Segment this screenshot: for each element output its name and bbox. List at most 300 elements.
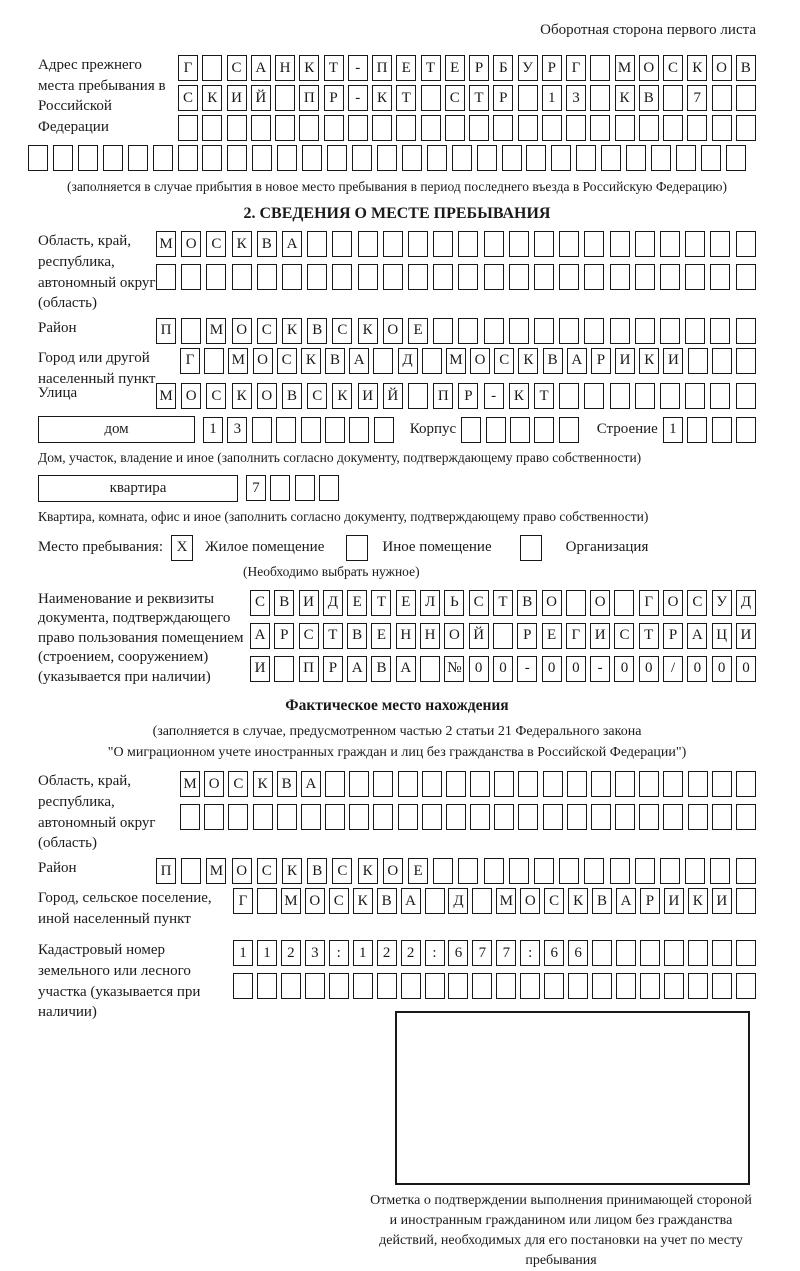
char-cell[interactable] <box>233 973 253 999</box>
char-cell[interactable]: К <box>282 318 302 344</box>
char-cell[interactable]: И <box>250 656 270 682</box>
char-cell[interactable] <box>591 804 611 830</box>
char-cell[interactable] <box>736 348 756 374</box>
char-cell[interactable]: М <box>496 888 516 914</box>
char-cell[interactable] <box>383 264 403 290</box>
char-cell[interactable] <box>373 771 393 797</box>
char-cell[interactable] <box>534 318 554 344</box>
char-cell[interactable]: Г <box>233 888 253 914</box>
char-cell[interactable] <box>610 264 630 290</box>
char-cell[interactable]: С <box>206 231 226 257</box>
char-cell[interactable] <box>639 771 659 797</box>
char-cell[interactable]: 1 <box>233 940 253 966</box>
char-cell[interactable]: 1 <box>542 85 562 111</box>
char-cell[interactable]: В <box>592 888 612 914</box>
char-cell[interactable] <box>566 115 586 141</box>
char-cell[interactable] <box>542 115 562 141</box>
char-cell[interactable]: 0 <box>712 656 732 682</box>
char-cell[interactable] <box>685 858 705 884</box>
char-cell[interactable]: Т <box>639 623 659 649</box>
char-cell[interactable] <box>639 115 659 141</box>
char-cell[interactable] <box>452 145 472 171</box>
char-cell[interactable] <box>502 145 522 171</box>
char-cell[interactable] <box>518 771 538 797</box>
char-cell[interactable]: И <box>590 623 610 649</box>
char-cell[interactable] <box>202 145 222 171</box>
char-cell[interactable]: О <box>257 383 277 409</box>
char-cell[interactable]: Т <box>323 623 343 649</box>
char-cell[interactable]: Е <box>408 318 428 344</box>
char-cell[interactable] <box>685 318 705 344</box>
char-cell[interactable]: В <box>282 383 302 409</box>
char-cell[interactable]: Е <box>371 623 391 649</box>
char-cell[interactable] <box>358 231 378 257</box>
char-cell[interactable]: Е <box>542 623 562 649</box>
char-cell[interactable] <box>736 858 756 884</box>
char-cell[interactable]: И <box>227 85 247 111</box>
char-cell[interactable] <box>349 417 369 443</box>
char-cell[interactable] <box>327 145 347 171</box>
char-cell[interactable] <box>470 804 490 830</box>
char-cell[interactable]: Е <box>408 858 428 884</box>
char-cell[interactable] <box>332 231 352 257</box>
char-cell[interactable]: К <box>202 85 222 111</box>
char-cell[interactable]: В <box>325 348 345 374</box>
char-cell[interactable] <box>534 417 554 443</box>
char-cell[interactable]: В <box>543 348 563 374</box>
char-cell[interactable] <box>206 264 226 290</box>
char-cell[interactable] <box>534 264 554 290</box>
char-cell[interactable] <box>458 858 478 884</box>
char-cell[interactable]: Ь <box>444 590 464 616</box>
char-cell[interactable] <box>398 804 418 830</box>
char-cell[interactable]: - <box>348 85 368 111</box>
char-cell[interactable] <box>584 231 604 257</box>
char-cell[interactable]: П <box>299 656 319 682</box>
char-cell[interactable] <box>28 145 48 171</box>
char-cell[interactable] <box>584 858 604 884</box>
char-cell[interactable] <box>660 383 680 409</box>
char-cell[interactable] <box>484 858 504 884</box>
char-cell[interactable] <box>736 417 756 443</box>
char-cell[interactable] <box>494 771 514 797</box>
char-cell[interactable]: К <box>568 888 588 914</box>
char-cell[interactable]: Т <box>534 383 554 409</box>
char-cell[interactable]: С <box>250 590 270 616</box>
char-cell[interactable] <box>510 417 530 443</box>
char-cell[interactable]: Т <box>396 85 416 111</box>
char-cell[interactable]: Н <box>396 623 416 649</box>
char-cell[interactable] <box>601 145 621 171</box>
char-cell[interactable] <box>458 318 478 344</box>
char-cell[interactable] <box>710 383 730 409</box>
char-cell[interactable] <box>270 475 290 501</box>
char-cell[interactable] <box>282 264 302 290</box>
char-cell[interactable] <box>301 804 321 830</box>
char-cell[interactable]: П <box>156 858 176 884</box>
char-cell[interactable] <box>701 145 721 171</box>
char-cell[interactable] <box>688 973 708 999</box>
char-cell[interactable] <box>614 590 634 616</box>
char-cell[interactable]: 7 <box>472 940 492 966</box>
char-cell[interactable] <box>660 264 680 290</box>
char-cell[interactable]: А <box>396 656 416 682</box>
char-cell[interactable]: Д <box>398 348 418 374</box>
char-cell[interactable] <box>509 858 529 884</box>
char-cell[interactable]: К <box>253 771 273 797</box>
char-cell[interactable]: Ц <box>712 623 732 649</box>
char-cell[interactable]: Н <box>275 55 295 81</box>
char-cell[interactable] <box>425 973 445 999</box>
char-cell[interactable] <box>590 115 610 141</box>
char-cell[interactable]: М <box>180 771 200 797</box>
char-cell[interactable] <box>202 115 222 141</box>
char-cell[interactable]: Р <box>663 623 683 649</box>
char-cell[interactable]: О <box>305 888 325 914</box>
char-cell[interactable] <box>257 973 277 999</box>
char-cell[interactable] <box>685 231 705 257</box>
char-cell[interactable] <box>520 973 540 999</box>
char-cell[interactable] <box>635 231 655 257</box>
char-cell[interactable]: С <box>663 55 683 81</box>
char-cell[interactable]: К <box>358 858 378 884</box>
char-cell[interactable]: О <box>181 383 201 409</box>
char-cell[interactable]: - <box>348 55 368 81</box>
char-cell[interactable] <box>615 115 635 141</box>
char-cell[interactable] <box>204 348 224 374</box>
char-cell[interactable]: К <box>639 348 659 374</box>
char-cell[interactable] <box>275 115 295 141</box>
char-cell[interactable]: М <box>281 888 301 914</box>
char-cell[interactable] <box>204 804 224 830</box>
char-cell[interactable] <box>408 383 428 409</box>
char-cell[interactable]: К <box>688 888 708 914</box>
char-cell[interactable] <box>53 145 73 171</box>
char-cell[interactable] <box>626 145 646 171</box>
char-cell[interactable]: П <box>299 85 319 111</box>
char-cell[interactable] <box>446 771 466 797</box>
char-cell[interactable]: Р <box>324 85 344 111</box>
char-cell[interactable] <box>353 973 373 999</box>
char-cell[interactable] <box>153 145 173 171</box>
char-cell[interactable]: О <box>181 231 201 257</box>
stay-checkbox-org[interactable] <box>520 535 542 561</box>
char-cell[interactable]: К <box>518 348 538 374</box>
char-cell[interactable] <box>332 264 352 290</box>
char-cell[interactable]: А <box>301 771 321 797</box>
char-cell[interactable]: К <box>353 888 373 914</box>
char-cell[interactable]: С <box>544 888 564 914</box>
char-cell[interactable]: - <box>590 656 610 682</box>
char-cell[interactable]: О <box>253 348 273 374</box>
char-cell[interactable] <box>559 383 579 409</box>
char-cell[interactable]: С <box>277 348 297 374</box>
char-cell[interactable]: А <box>282 231 302 257</box>
char-cell[interactable]: 0 <box>493 656 513 682</box>
char-cell[interactable] <box>736 318 756 344</box>
char-cell[interactable]: Т <box>421 55 441 81</box>
char-cell[interactable] <box>712 940 732 966</box>
char-cell[interactable] <box>736 973 756 999</box>
char-cell[interactable]: С <box>614 623 634 649</box>
char-cell[interactable]: И <box>299 590 319 616</box>
char-cell[interactable]: И <box>712 888 732 914</box>
char-cell[interactable] <box>610 858 630 884</box>
char-cell[interactable] <box>584 264 604 290</box>
char-cell[interactable] <box>566 590 586 616</box>
char-cell[interactable]: О <box>444 623 464 649</box>
char-cell[interactable] <box>307 231 327 257</box>
char-cell[interactable] <box>543 804 563 830</box>
char-cell[interactable]: 6 <box>544 940 564 966</box>
char-cell[interactable] <box>276 417 296 443</box>
char-cell[interactable]: Г <box>178 55 198 81</box>
char-cell[interactable] <box>458 264 478 290</box>
char-cell[interactable] <box>469 115 489 141</box>
char-cell[interactable]: 6 <box>568 940 588 966</box>
char-cell[interactable] <box>277 145 297 171</box>
char-cell[interactable] <box>470 771 490 797</box>
char-cell[interactable]: И <box>358 383 378 409</box>
char-cell[interactable] <box>348 115 368 141</box>
char-cell[interactable]: С <box>227 55 247 81</box>
char-cell[interactable] <box>551 145 571 171</box>
char-cell[interactable]: Д <box>323 590 343 616</box>
char-cell[interactable] <box>664 940 684 966</box>
char-cell[interactable] <box>277 804 297 830</box>
char-cell[interactable] <box>688 771 708 797</box>
char-cell[interactable]: М <box>156 231 176 257</box>
char-cell[interactable] <box>433 318 453 344</box>
char-cell[interactable] <box>325 417 345 443</box>
char-cell[interactable] <box>180 804 200 830</box>
char-cell[interactable] <box>408 231 428 257</box>
char-cell[interactable]: О <box>520 888 540 914</box>
char-cell[interactable]: О <box>663 590 683 616</box>
char-cell[interactable] <box>559 231 579 257</box>
char-cell[interactable]: П <box>433 383 453 409</box>
char-cell[interactable] <box>358 264 378 290</box>
char-cell[interactable] <box>736 804 756 830</box>
char-cell[interactable]: И <box>615 348 635 374</box>
char-cell[interactable] <box>493 115 513 141</box>
char-cell[interactable] <box>458 231 478 257</box>
char-cell[interactable]: О <box>712 55 732 81</box>
char-cell[interactable] <box>664 973 684 999</box>
char-cell[interactable]: Й <box>383 383 403 409</box>
char-cell[interactable] <box>712 804 732 830</box>
char-cell[interactable] <box>433 264 453 290</box>
char-cell[interactable]: Р <box>591 348 611 374</box>
char-cell[interactable]: Г <box>566 55 586 81</box>
char-cell[interactable]: Б <box>493 55 513 81</box>
char-cell[interactable] <box>274 656 294 682</box>
char-cell[interactable] <box>663 804 683 830</box>
char-cell[interactable] <box>567 771 587 797</box>
char-cell[interactable] <box>494 804 514 830</box>
char-cell[interactable]: О <box>639 55 659 81</box>
char-cell[interactable]: Р <box>517 623 537 649</box>
char-cell[interactable]: С <box>469 590 489 616</box>
char-cell[interactable]: В <box>736 55 756 81</box>
char-cell[interactable] <box>227 145 247 171</box>
char-cell[interactable] <box>736 383 756 409</box>
char-cell[interactable] <box>228 804 248 830</box>
char-cell[interactable] <box>496 973 516 999</box>
char-cell[interactable] <box>305 973 325 999</box>
char-cell[interactable]: О <box>470 348 490 374</box>
char-cell[interactable] <box>349 804 369 830</box>
char-cell[interactable] <box>685 264 705 290</box>
char-cell[interactable]: 3 <box>305 940 325 966</box>
char-cell[interactable]: С <box>332 318 352 344</box>
char-cell[interactable] <box>374 417 394 443</box>
char-cell[interactable]: : <box>520 940 540 966</box>
char-cell[interactable]: С <box>445 85 465 111</box>
char-cell[interactable]: В <box>257 231 277 257</box>
char-cell[interactable] <box>712 417 732 443</box>
char-cell[interactable] <box>736 115 756 141</box>
char-cell[interactable]: К <box>232 383 252 409</box>
char-cell[interactable] <box>181 858 201 884</box>
char-cell[interactable] <box>461 417 481 443</box>
char-cell[interactable] <box>373 348 393 374</box>
char-cell[interactable]: И <box>664 888 684 914</box>
char-cell[interactable]: М <box>446 348 466 374</box>
char-cell[interactable]: 0 <box>687 656 707 682</box>
char-cell[interactable] <box>257 888 277 914</box>
char-cell[interactable]: П <box>156 318 176 344</box>
char-cell[interactable] <box>448 973 468 999</box>
char-cell[interactable]: - <box>517 656 537 682</box>
char-cell[interactable]: Й <box>469 623 489 649</box>
char-cell[interactable]: У <box>712 590 732 616</box>
char-cell[interactable] <box>402 145 422 171</box>
char-cell[interactable]: Й <box>251 85 271 111</box>
char-cell[interactable] <box>484 318 504 344</box>
char-cell[interactable] <box>422 771 442 797</box>
char-cell[interactable] <box>710 318 730 344</box>
char-cell[interactable]: В <box>377 888 397 914</box>
char-cell[interactable]: А <box>251 55 271 81</box>
char-cell[interactable] <box>526 145 546 171</box>
char-cell[interactable] <box>396 115 416 141</box>
char-cell[interactable] <box>251 115 271 141</box>
char-cell[interactable] <box>128 145 148 171</box>
char-cell[interactable] <box>616 973 636 999</box>
char-cell[interactable]: К <box>615 85 635 111</box>
char-cell[interactable] <box>302 145 322 171</box>
char-cell[interactable]: М <box>615 55 635 81</box>
char-cell[interactable] <box>736 231 756 257</box>
char-cell[interactable] <box>486 417 506 443</box>
char-cell[interactable] <box>567 804 587 830</box>
char-cell[interactable]: 2 <box>401 940 421 966</box>
char-cell[interactable] <box>377 973 397 999</box>
char-cell[interactable]: А <box>250 623 270 649</box>
char-cell[interactable]: О <box>383 318 403 344</box>
char-cell[interactable] <box>591 771 611 797</box>
char-cell[interactable] <box>688 348 708 374</box>
char-cell[interactable]: С <box>307 383 327 409</box>
char-cell[interactable] <box>712 348 732 374</box>
char-cell[interactable]: Л <box>420 590 440 616</box>
char-cell[interactable] <box>425 888 445 914</box>
char-cell[interactable]: 7 <box>246 475 266 501</box>
char-cell[interactable]: 0 <box>736 656 756 682</box>
char-cell[interactable] <box>736 264 756 290</box>
char-cell[interactable] <box>592 973 612 999</box>
char-cell[interactable]: К <box>372 85 392 111</box>
char-cell[interactable] <box>736 940 756 966</box>
char-cell[interactable] <box>325 771 345 797</box>
char-cell[interactable]: Р <box>493 85 513 111</box>
char-cell[interactable]: А <box>687 623 707 649</box>
char-cell[interactable] <box>178 145 198 171</box>
char-cell[interactable] <box>446 804 466 830</box>
char-cell[interactable]: С <box>228 771 248 797</box>
char-cell[interactable]: : <box>329 940 349 966</box>
char-cell[interactable] <box>710 231 730 257</box>
char-cell[interactable] <box>590 55 610 81</box>
char-cell[interactable]: В <box>517 590 537 616</box>
char-cell[interactable] <box>651 145 671 171</box>
char-cell[interactable]: О <box>542 590 562 616</box>
char-cell[interactable]: 1 <box>663 417 683 443</box>
char-cell[interactable] <box>687 115 707 141</box>
char-cell[interactable]: Е <box>445 55 465 81</box>
char-cell[interactable]: Р <box>458 383 478 409</box>
char-cell[interactable]: 3 <box>566 85 586 111</box>
char-cell[interactable]: В <box>371 656 391 682</box>
char-cell[interactable] <box>252 417 272 443</box>
char-cell[interactable] <box>202 55 222 81</box>
char-cell[interactable] <box>295 475 315 501</box>
char-cell[interactable] <box>710 264 730 290</box>
char-cell[interactable] <box>383 231 403 257</box>
char-cell[interactable] <box>433 231 453 257</box>
char-cell[interactable] <box>660 858 680 884</box>
char-cell[interactable]: И <box>663 348 683 374</box>
char-cell[interactable] <box>373 804 393 830</box>
char-cell[interactable]: Д <box>736 590 756 616</box>
char-cell[interactable]: М <box>156 383 176 409</box>
char-cell[interactable] <box>408 264 428 290</box>
char-cell[interactable]: К <box>282 858 302 884</box>
char-cell[interactable]: Е <box>347 590 367 616</box>
char-cell[interactable] <box>635 264 655 290</box>
char-cell[interactable]: 1 <box>353 940 373 966</box>
char-cell[interactable] <box>615 771 635 797</box>
char-cell[interactable] <box>590 85 610 111</box>
char-cell[interactable]: У <box>518 55 538 81</box>
char-cell[interactable] <box>377 145 397 171</box>
char-cell[interactable] <box>319 475 339 501</box>
char-cell[interactable] <box>178 115 198 141</box>
char-cell[interactable] <box>329 973 349 999</box>
char-cell[interactable]: С <box>329 888 349 914</box>
char-cell[interactable] <box>635 858 655 884</box>
char-cell[interactable] <box>301 417 321 443</box>
char-cell[interactable] <box>726 145 746 171</box>
char-cell[interactable] <box>420 656 440 682</box>
char-cell[interactable]: : <box>425 940 445 966</box>
char-cell[interactable] <box>559 858 579 884</box>
char-cell[interactable]: П <box>372 55 392 81</box>
char-cell[interactable] <box>232 264 252 290</box>
char-cell[interactable]: О <box>590 590 610 616</box>
char-cell[interactable]: К <box>232 231 252 257</box>
